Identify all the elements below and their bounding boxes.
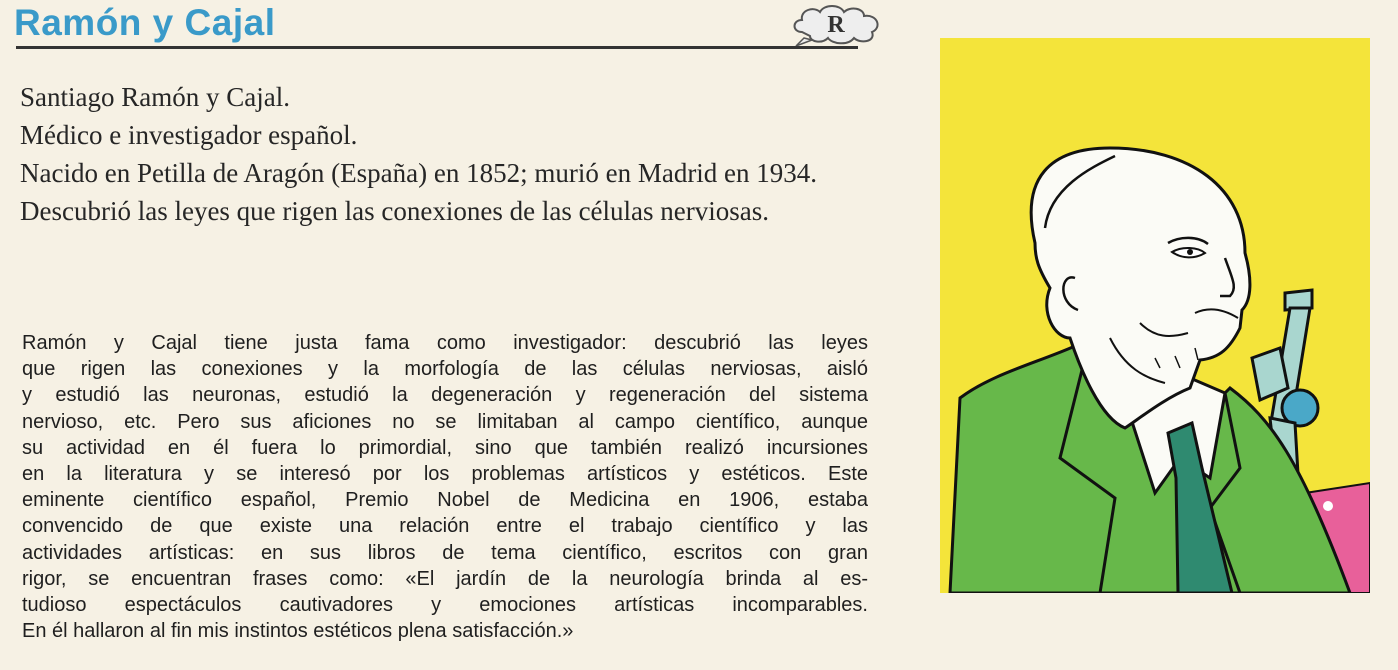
paragraph-line: nervioso, etc. Pero sus aficiones no se limitaban al campo científico, aunque (22, 410, 868, 433)
title-rule (16, 46, 858, 49)
paragraph-line: que rigen las conexiones y la morfología de las células nerviosas, aisló (22, 358, 868, 381)
paragraph-line: Ramón y Cajal tiene justa fama como investigador: descubrió las leyes (22, 332, 868, 354)
fact-discovery: Descubrió las leyes que rigen las conexiones de las células nerviosas. (20, 196, 770, 226)
biography-paragraph (22, 330, 868, 644)
paragraph-line: y estudió las neuronas, estudió la degeneración y regeneración del sistema (22, 384, 868, 407)
fact-profession: Médico e investigador español. (20, 120, 358, 150)
summary-facts (20, 78, 868, 230)
fact-name: Santiago Ramón y Cajal. (20, 82, 290, 112)
r-cloud-badge (788, 2, 884, 46)
paragraph-line: convencido de que existe una relación entre el trabajo científico y las (22, 515, 868, 538)
paragraph-line: rigor, se encuentran frases como: «El jardín de la neurología brinda al es- (22, 567, 868, 590)
portrait-illustration (940, 38, 1370, 593)
paragraph-line: su actividad en él fuera lo primordial, sino que también realizó incursiones (22, 436, 868, 459)
page-title: Ramón y Cajal (14, 2, 276, 43)
paragraph-line: eminente científico español, Premio Nobel de Medicina en 1906, estaba (22, 489, 868, 512)
badge-letter: R (827, 12, 845, 38)
paragraph-line: tudioso espectáculos cautivadores y emociones artísticas incomparables. (22, 594, 868, 617)
fact-birth-death: Nacido en Petilla de Aragón (España) en 1852; murió en Madrid en 1934. (20, 158, 818, 188)
paragraph-line: En él hallaron al fin mis instintos estéticos plena satisfacción.» (22, 620, 574, 643)
paragraph-line: en la literatura y se interesó por los problemas artísticos y estéticos. Este (22, 463, 868, 486)
paragraph-line: actividades artísticas: en sus libros de tema científico, escritos con gran (22, 541, 868, 564)
